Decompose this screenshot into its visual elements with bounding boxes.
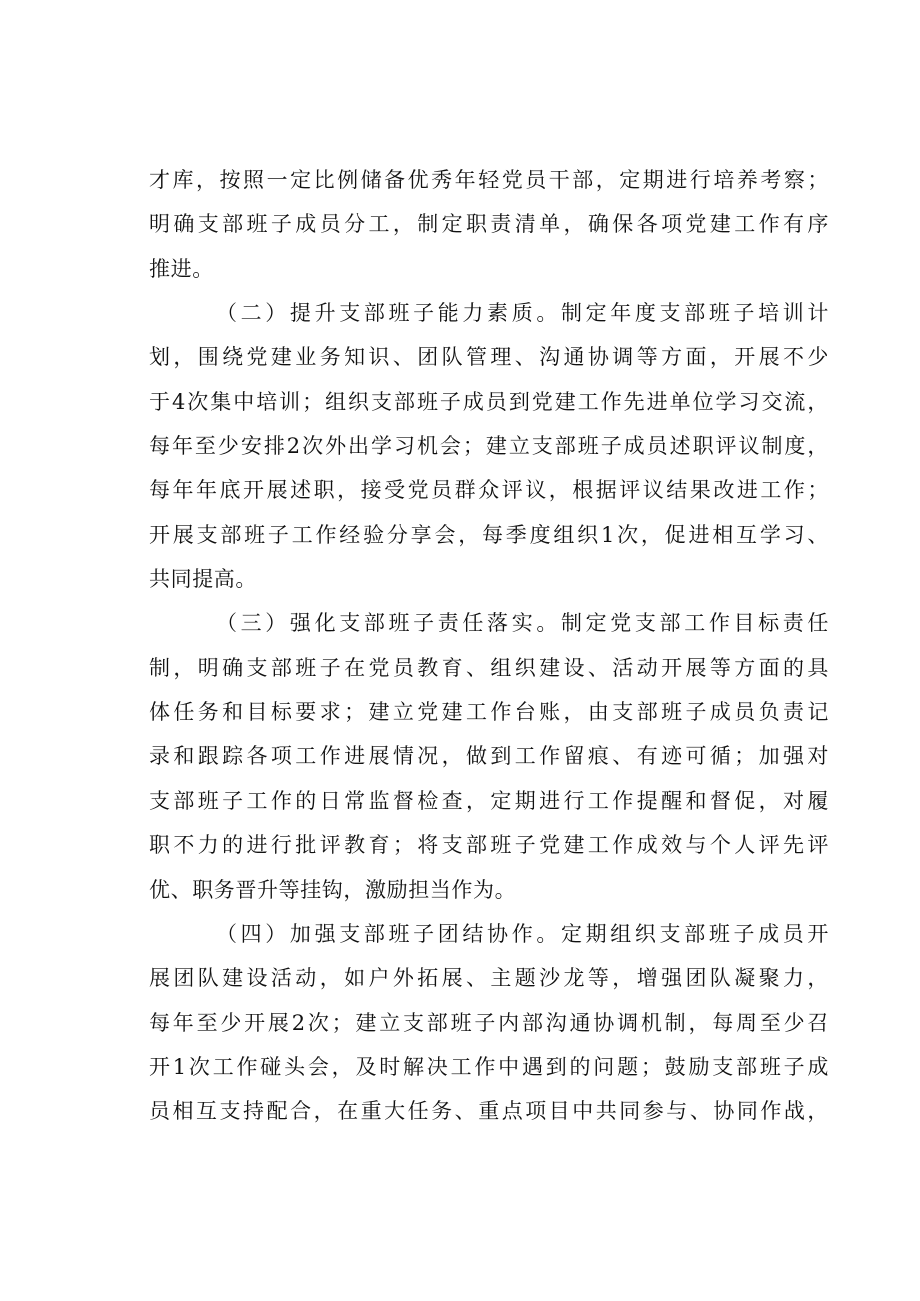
text-line: 员相互支持配合，在重大任务、重点项目中共同参与、协同作战，: [149, 1099, 829, 1124]
text-line: 才库，按照一定比例储备优秀年轻党员干部，定期进行培养考察；: [149, 168, 829, 192]
text-line: 展团队建设活动，如户外拓展、主题沙龙等，增强团队凝聚力，: [149, 966, 829, 991]
paragraph-heading-line: （四）加强支部班子团结协作。定期组织支部班子成员开: [216, 921, 829, 946]
paragraph-heading-line: （二）提升支部班子能力素质。制定年度支部班子培训计: [216, 301, 829, 326]
text-line: 每年至少开展2次；建立支部班子内部沟通协调机制，每周至少召: [149, 1010, 829, 1035]
paragraph-4: [149, 912, 829, 1134]
text-line: 明确支部班子成员分工，制定职责清单，确保各项党建工作有序: [149, 212, 829, 237]
paragraph-2: [149, 291, 829, 601]
text-line: 推进。: [149, 256, 214, 281]
text-line: 共同提高。: [149, 567, 257, 592]
body-text: [149, 158, 829, 1134]
text-line: 开1次工作碰头会，及时解决工作中遇到的问题；鼓励支部班子成: [149, 1054, 829, 1079]
paragraph-1: [149, 158, 829, 291]
text-line: 每年至少安排2次外出学习机会；建立支部班子成员述职评议制度，: [149, 434, 829, 459]
text-line: 体任务和目标要求；建立党建工作台账，由支部班子成员负责记: [149, 700, 829, 725]
paragraph-3: [149, 601, 829, 911]
text-line: 开展支部班子工作经验分享会，每季度组织1次，促进相互学习、: [149, 522, 829, 547]
text-line: 制，明确支部班子在党员教育、组织建设、活动开展等方面的具: [149, 655, 829, 680]
paragraph-heading-line: （三）强化支部班子责任落实。制定党支部工作目标责任: [216, 611, 829, 636]
text-line: 每年年底开展述职，接受党员群众评议，根据评议结果改进工作；: [149, 478, 829, 503]
text-line: 优、职务晋升等挂钩，激励担当作为。: [149, 877, 517, 902]
text-line: 于4次集中培训；组织支部班子成员到党建工作先进单位学习交流，: [149, 389, 829, 414]
text-line: 录和跟踪各项工作进展情况，做到工作留痕、有迹可循；加强对: [149, 744, 829, 769]
text-line: 职不力的进行批评教育；将支部班子党建工作成效与个人评先评: [149, 833, 829, 858]
text-line: 支部班子工作的日常监督检查，定期进行工作提醒和督促，对履: [149, 788, 829, 813]
text-line: 划，围绕党建业务知识、团队管理、沟通协调等方面，开展不少: [149, 345, 829, 370]
